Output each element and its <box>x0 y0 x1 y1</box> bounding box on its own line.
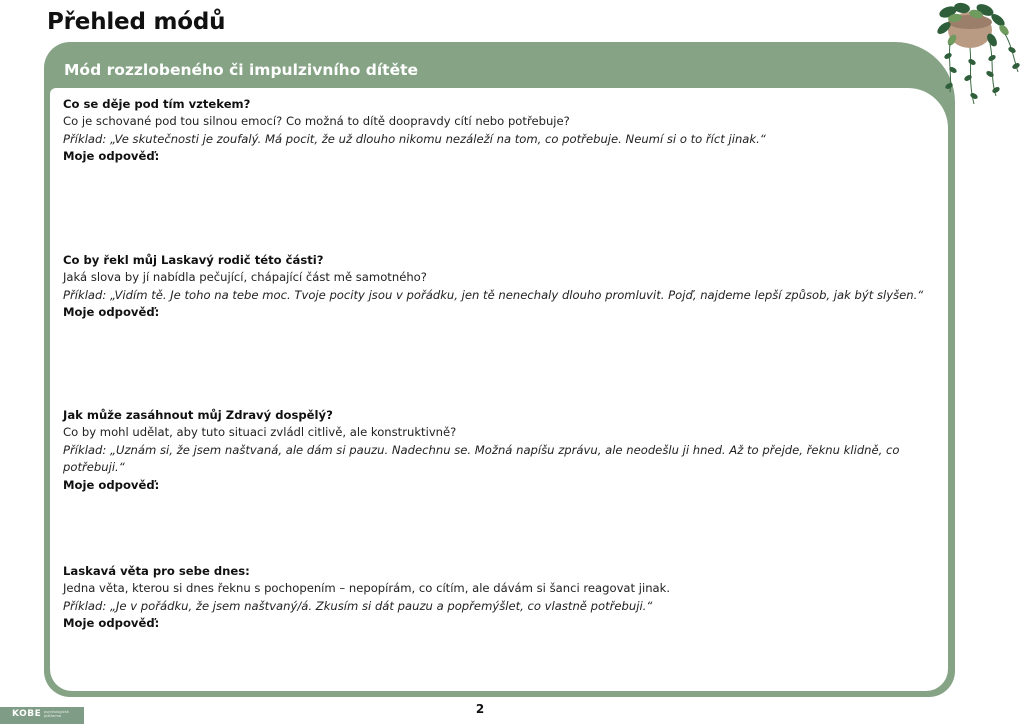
hanging-plant-icon <box>930 0 1024 112</box>
answer-label: Moje odpověď: <box>63 616 160 631</box>
mode-title: Mód rozzlobeného či impulzivního dítěte <box>64 61 419 79</box>
section-question: Jedna věta, kterou si dnes řeknu s pochopením – nepopírám, co cítím, ale dávám si šanci reagovat jinak. <box>63 581 671 596</box>
section-kind-sentence <box>63 563 943 633</box>
section-example: Příklad: „Uznám si, že jsem naštvaná, ale dám si pauzu. Nadechnu se. Možná napíšu zprávu, ale neodešlu ji hned. Až to přejde, řeknu klidně, co potřebuji.“ <box>63 442 900 475</box>
section-question: Co je schované pod tou silnou emocí? Co možná to dítě doopravdy cítí nebo potřebuje? <box>63 114 570 129</box>
section-title: Jak může zasáhnout můj Zdravý dospělý? <box>63 408 333 422</box>
answer-label: Moje odpověď: <box>63 477 160 492</box>
answer-label: Moje odpověď: <box>63 149 160 164</box>
logo-subtext: psychologická platforma <box>44 710 69 718</box>
answer-label: Moje odpověď: <box>63 305 160 320</box>
page-title: Přehled módů <box>47 9 226 35</box>
section-question: Co by mohl udělat, aby tuto situaci zvládl citlivě, ale konstruktivně? <box>63 425 457 440</box>
section-healthy-adult <box>63 407 943 494</box>
page-number: 2 <box>475 702 485 716</box>
section-title: Laskavá věta pro sebe dnes: <box>63 564 250 578</box>
logo-text: KOBE <box>12 709 42 719</box>
kobe-logo <box>0 707 84 724</box>
section-example: Příklad: „Vidím tě. Je toho na tebe moc. Tvoje pocity jsou v pořádku, jen tě nenechaly dlouho promluvit. Pojď, najdeme lepší způsob, jak být slyšen.“ <box>63 287 924 302</box>
section-example: Příklad: „Ve skutečnosti je zoufalý. Má pocit, že už dlouho nikomu nezáleží na tom, co potřebuje. Neumí si o to říct jinak.“ <box>63 131 766 146</box>
section-question: Jaká slova by jí nabídla pečující, chápající část mě samotného? <box>63 270 427 285</box>
section-title: Co se děje pod tím vztekem? <box>63 97 251 111</box>
section-kind-parent <box>63 252 943 322</box>
section-title: Co by řekl můj Laskavý rodič této části? <box>63 253 324 267</box>
section-example: Příklad: „Je v pořádku, že jsem naštvaný/á. Zkusím si dát pauzu a popřemýšlet, co vlastně potřebuji.“ <box>63 598 653 613</box>
section-under-anger <box>63 96 943 166</box>
